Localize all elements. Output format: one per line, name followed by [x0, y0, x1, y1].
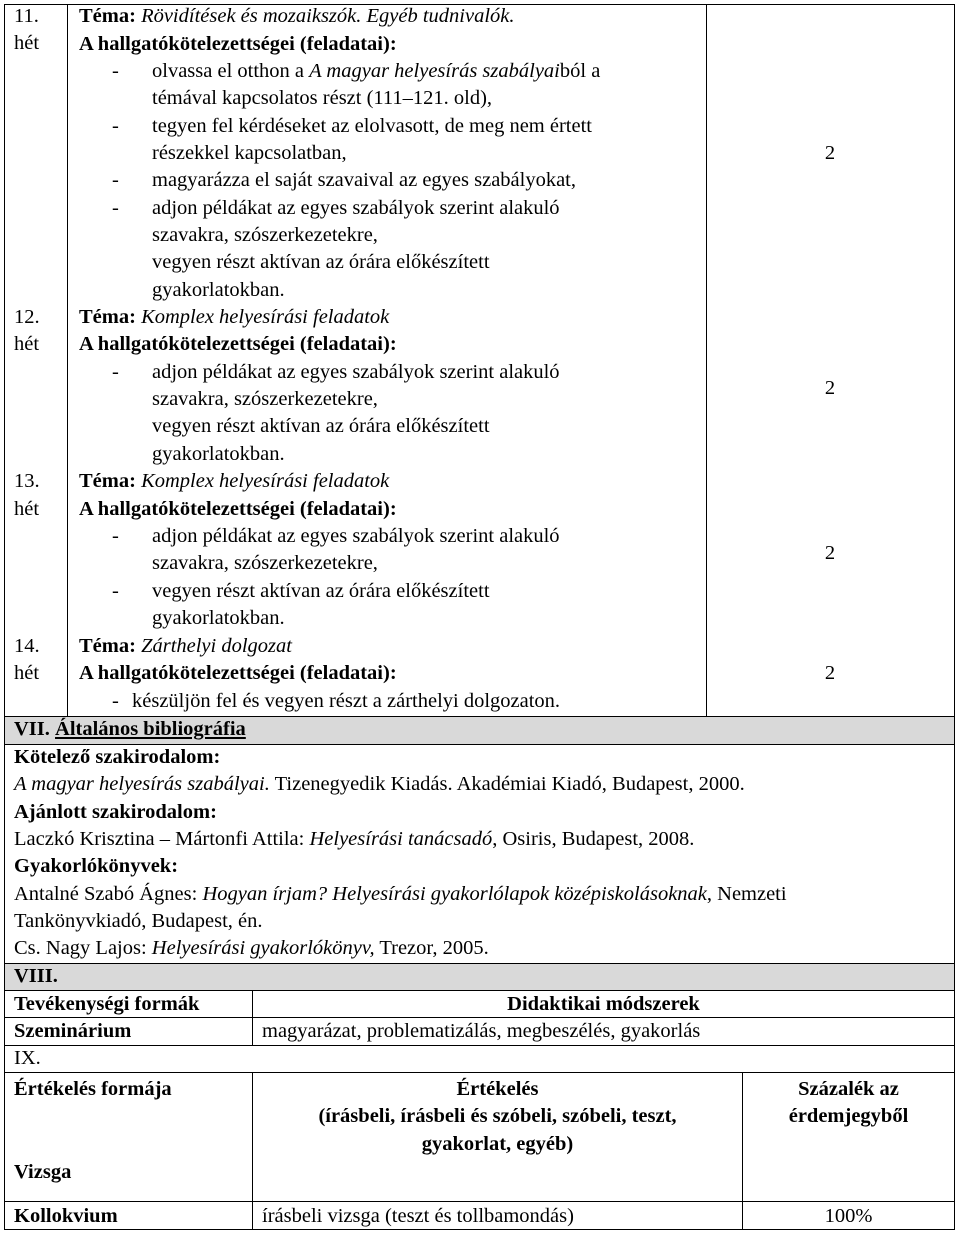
duty-line: témával kapcsolatos részt (111–121. old),: [152, 87, 493, 109]
activity-forms-header: Tevékenységi formák: [14, 993, 200, 1015]
didactic-methods-value: magyarázat, problematizálás, megbeszélés, gyakorlás: [262, 1020, 701, 1042]
workbook-entry: Cs. Nagy Lajos: Helyesírási gyakorlókönyv, Trezor, 2005.: [14, 937, 489, 959]
week-number: 14.: [14, 635, 40, 657]
hours-value: 2: [824, 662, 836, 684]
duty-line: - adjon példákat az egyes szabályok szerint alakuló: [112, 197, 560, 219]
row-divider: [4, 1072, 955, 1073]
duty-line: - olvassa el otthon a A magyar helyesírás szabályaiból a: [112, 60, 601, 82]
duty-line: - magyarázza el saját szavaival az egyes szabályokat,: [112, 169, 577, 191]
required-literature-entry: A magyar helyesírás szabályai. Tizenegyedik Kiadás. Akadémiai Kiadó, Budapest, 2000.: [14, 773, 745, 795]
percentage-header: Százalék az: [798, 1078, 899, 1100]
section-heading-ix: IX.: [14, 1047, 41, 1069]
duty-line: szavakra, szószerkezetekre,: [152, 224, 378, 246]
evaluation-header: Értékelés: [456, 1078, 539, 1100]
topic-line: [79, 633, 292, 660]
hours-value: 2: [824, 142, 836, 164]
duty-line: - készüljön fel és vegyen részt a zárthelyi dolgozaton.: [112, 690, 561, 712]
recommended-literature-entry: Laczkó Krisztina – Mártonfi Attila: Helyesírási tanácsadó, Osiris, Budapest, 2008.: [14, 828, 695, 850]
topic-line: [79, 3, 515, 30]
percentage-header-line2: érdemjegyből: [788, 1105, 909, 1127]
evaluation-header-line3: gyakorlat, egyéb): [421, 1133, 574, 1155]
workbook-entry-continued: Tankönyvkiadó, Budapest, én.: [14, 910, 263, 932]
duties-label: A hallgatókötelezettségei (feladatai):: [79, 662, 397, 684]
week-number: 13.: [14, 470, 40, 492]
topic-line: [79, 468, 389, 495]
hours-value: 2: [824, 377, 836, 399]
table-border: [4, 4, 5, 1230]
topic-title: Rövidítések és mozaikszók. Egyéb tudnivalók.: [141, 5, 515, 27]
required-literature-label: Kötelező szakirodalom:: [14, 746, 221, 768]
duties-label: A hallgatókötelezettségei (feladatai):: [79, 33, 397, 55]
workbook-entry: Antalné Szabó Ágnes: Hogyan írjam? Helyesírási gyakorlólapok középiskolásoknak, Nemzeti: [14, 883, 787, 905]
topic-label: Téma:: [79, 5, 136, 27]
topic-label: Téma:: [79, 470, 136, 492]
hours-value: 2: [824, 542, 836, 564]
duty-line: gyakorlatokban.: [152, 607, 285, 629]
topic-title: Zárthelyi dolgozat: [141, 635, 292, 657]
duty-line: vegyen részt aktívan az órára előkészített: [152, 251, 490, 273]
recommended-literature-label: Ajánlott szakirodalom:: [14, 801, 217, 823]
duty-line: gyakorlatokban.: [152, 279, 285, 301]
week-number: 11.: [14, 5, 39, 27]
duty-line: - tegyen fel kérdéseket az elolvasott, de meg nem értett: [112, 115, 592, 137]
duty-line: szavakra, szószerkezetekre,: [152, 552, 378, 574]
column-divider: [67, 4, 68, 716]
evaluation-form-value: Kollokvium: [14, 1205, 118, 1227]
column-divider: [706, 4, 707, 716]
topic-label: Téma:: [79, 635, 136, 657]
section-heading-bg: [5, 964, 954, 990]
table-border: [954, 4, 955, 1230]
activity-form-value: Szeminárium: [14, 1020, 132, 1042]
week-label: hét: [14, 662, 40, 684]
didactic-methods-header: Didaktikai módszerek: [507, 993, 700, 1015]
week-label: hét: [14, 498, 40, 520]
topic-title: Komplex helyesírási feladatok: [141, 306, 390, 328]
duty-line: - adjon példákat az egyes szabályok szerint alakuló: [112, 361, 560, 383]
topic-line: [79, 304, 389, 331]
duty-line: szavakra, szószerkezetekre,: [152, 388, 378, 410]
week-label: hét: [14, 32, 40, 54]
week-label: hét: [14, 333, 40, 355]
row-divider: [4, 1201, 955, 1202]
percentage-value: 100%: [824, 1205, 873, 1227]
duty-line: - adjon példákat az egyes szabályok szerint alakuló: [112, 525, 560, 547]
topic-title: Komplex helyesírási feladatok: [141, 470, 390, 492]
duty-line: vegyen részt aktívan az órára előkészített: [152, 415, 490, 437]
section-heading-vii: VII. Általános bibliográfia: [14, 718, 246, 740]
week-number: 12.: [14, 306, 40, 328]
section-heading-viii: VIII.: [14, 965, 58, 987]
duties-label: A hallgatókötelezettségei (feladatai):: [79, 498, 397, 520]
evaluation-header-line2: (írásbeli, írásbeli és szóbeli, szóbeli, teszt,: [318, 1105, 677, 1127]
row-divider: [4, 1045, 955, 1046]
duty-line: részekkel kapcsolatban,: [152, 142, 347, 164]
evaluation-form-value: Vizsga: [14, 1161, 72, 1183]
topic-label: Téma:: [79, 306, 136, 328]
workbooks-label: Gyakorlókönyvek:: [14, 855, 179, 877]
duties-label: A hallgatókötelezettségei (feladatai):: [79, 333, 397, 355]
evaluation-form-header: Értékelés formája: [14, 1078, 172, 1100]
duty-line: gyakorlatokban.: [152, 443, 285, 465]
evaluation-value: írásbeli vizsga (teszt és tollbamondás): [262, 1205, 574, 1227]
duty-line: - vegyen részt aktívan az órára előkészített: [112, 580, 490, 602]
